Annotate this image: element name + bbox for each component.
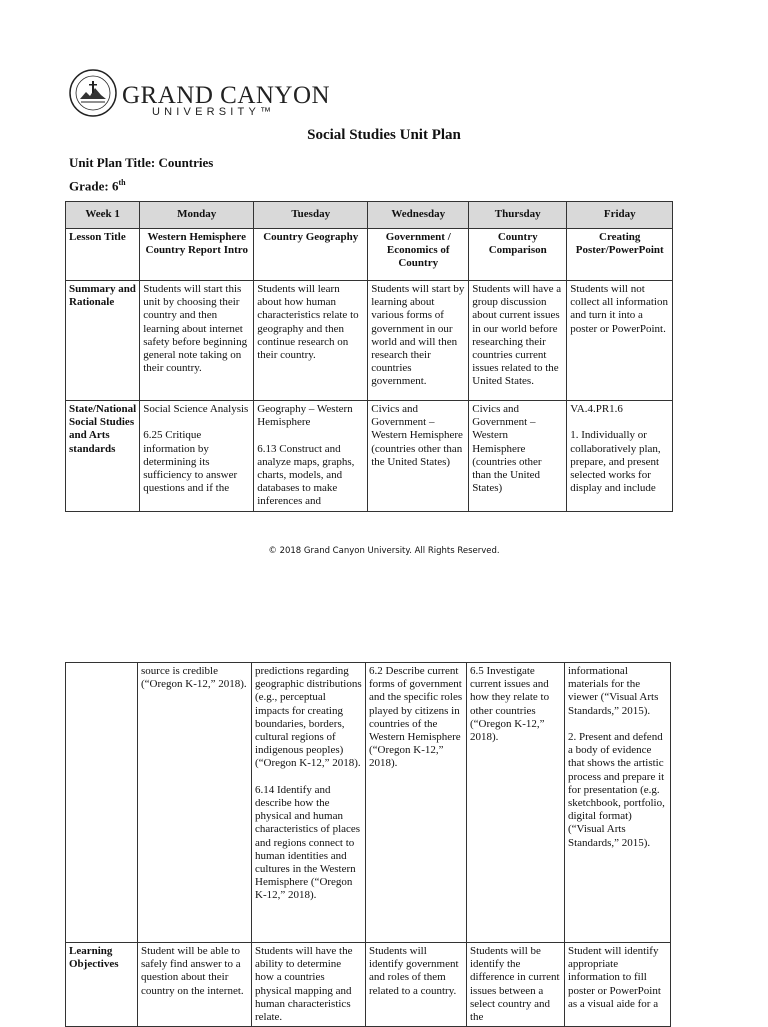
table-cell: Civics and Government – Western Hemisphere (countries other than the United States): [368, 401, 469, 512]
table-cell: Country Comparison: [469, 229, 567, 281]
unit-plan-title: Unit Plan Title: Countries: [69, 155, 214, 170]
row-label: Learning Objectives: [66, 943, 138, 1027]
learning-objectives-row: [66, 943, 671, 1027]
table-cell: Civics and Government – Western Hemisphere (countries other than the United States): [469, 401, 567, 512]
table-cell: Students will identify government and roles of them related to a country.: [366, 943, 467, 1027]
grade-label: Grade: 6th: [69, 178, 126, 194]
header-week: Week 1: [66, 202, 140, 229]
table-cell: Country Geography: [254, 229, 368, 281]
table-cell: Students will start this unit by choosing their country and then learning about internet safety before beginning general note taking on their country.: [140, 281, 254, 401]
logo-subtitle: UNIVERSITY™: [152, 106, 276, 118]
table-cell: Student will identify appropriate information to fill poster or PowerPoint as a visual aide for a: [565, 943, 671, 1027]
header-friday: Friday: [567, 202, 673, 229]
university-seal-icon: [68, 68, 118, 118]
table-cell: Student will be able to safely find answer to a question about their country on the internet.: [138, 943, 252, 1027]
row-label: State/National Social Studies and Arts standards: [66, 401, 140, 512]
table-cell: Students will not collect all information and turn it into a poster or PowerPoint.: [567, 281, 673, 401]
row-label: Lesson Title: [66, 229, 140, 281]
header-tuesday: Tuesday: [254, 202, 368, 229]
table-cell: Geography – Western Hemisphere 6.13 Construct and analyze maps, graphs, charts, models, and databases to make inferences and: [254, 401, 368, 512]
logo-wordmark: GRAND CANYON: [122, 82, 331, 109]
header-wednesday: Wednesday: [368, 202, 469, 229]
table-cell: Students will have the ability to determine how a countries physical mapping and human characteristics relate.: [252, 943, 366, 1027]
row-label: [66, 663, 138, 943]
table-cell: 6.2 Describe current forms of government and the specific roles played by citizens in countries of the Western Hemisphere (“Oregon K-12,” 2018).: [366, 663, 467, 943]
standards-continued-row: [66, 663, 671, 943]
row-label: Summary and Rationale: [66, 281, 140, 401]
table-cell: Students will have a group discussion about current issues in our world before researching their countries current issues related to the United States.: [469, 281, 567, 401]
copyright-footer: © 2018 Grand Canyon University. All Rights Reserved.: [268, 546, 500, 556]
table-cell: Students will be identify the difference in current issues between a select country and the: [467, 943, 565, 1027]
lesson-title-row: [66, 229, 673, 281]
table-cell: predictions regarding geographic distributions (e.g., perceptual impacts for creating boundaries, borders, cultural regions of indigenous peoples) (“Oregon K-12,” 2018). 6.14 Identify and describe how the physical and human characteristics of places and regions connect to human identities and cultures in the Western Hemisphere (“Oregon K-12,” 2018).: [252, 663, 366, 943]
standards-row: [66, 401, 673, 512]
university-logo: [68, 68, 331, 124]
unit-plan-table: [65, 201, 673, 512]
table-cell: 6.5 Investigate current issues and how they relate to other countries (“Oregon K-12,” 2018).: [467, 663, 565, 943]
header-monday: Monday: [140, 202, 254, 229]
table-cell: Social Science Analysis 6.25 Critique information by determining its sufficiency to answer questions and if the: [140, 401, 254, 512]
table-cell: Students will start by learning about various forms of government in our world and will then research their countries government.: [368, 281, 469, 401]
header-row: [66, 202, 673, 229]
table-cell: Government / Economics of Country: [368, 229, 469, 281]
unit-plan-table-continued: [65, 662, 671, 1027]
summary-row: [66, 281, 673, 401]
table-cell: Western Hemisphere Country Report Intro: [140, 229, 254, 281]
header-thursday: Thursday: [469, 202, 567, 229]
table-cell: Students will learn about how human characteristics relate to geography and then continue research on their country.: [254, 281, 368, 401]
table-cell: informational materials for the viewer (“Visual Arts Standards,” 2015). 2. Present and defend a body of evidence that shows the artistic process and prepare it for presentation (e.g. sketchbook, portfolio, digital format) (“Visual Arts Standards,” 2015).: [565, 663, 671, 943]
page-title: Social Studies Unit Plan: [307, 127, 461, 143]
table-cell: Creating Poster/PowerPoint: [567, 229, 673, 281]
table-cell: VA.4.PR1.6 1. Individually or collaboratively plan, prepare, and present selected works for display and include: [567, 401, 673, 512]
table-cell: source is credible (“Oregon K-12,” 2018).: [138, 663, 252, 943]
